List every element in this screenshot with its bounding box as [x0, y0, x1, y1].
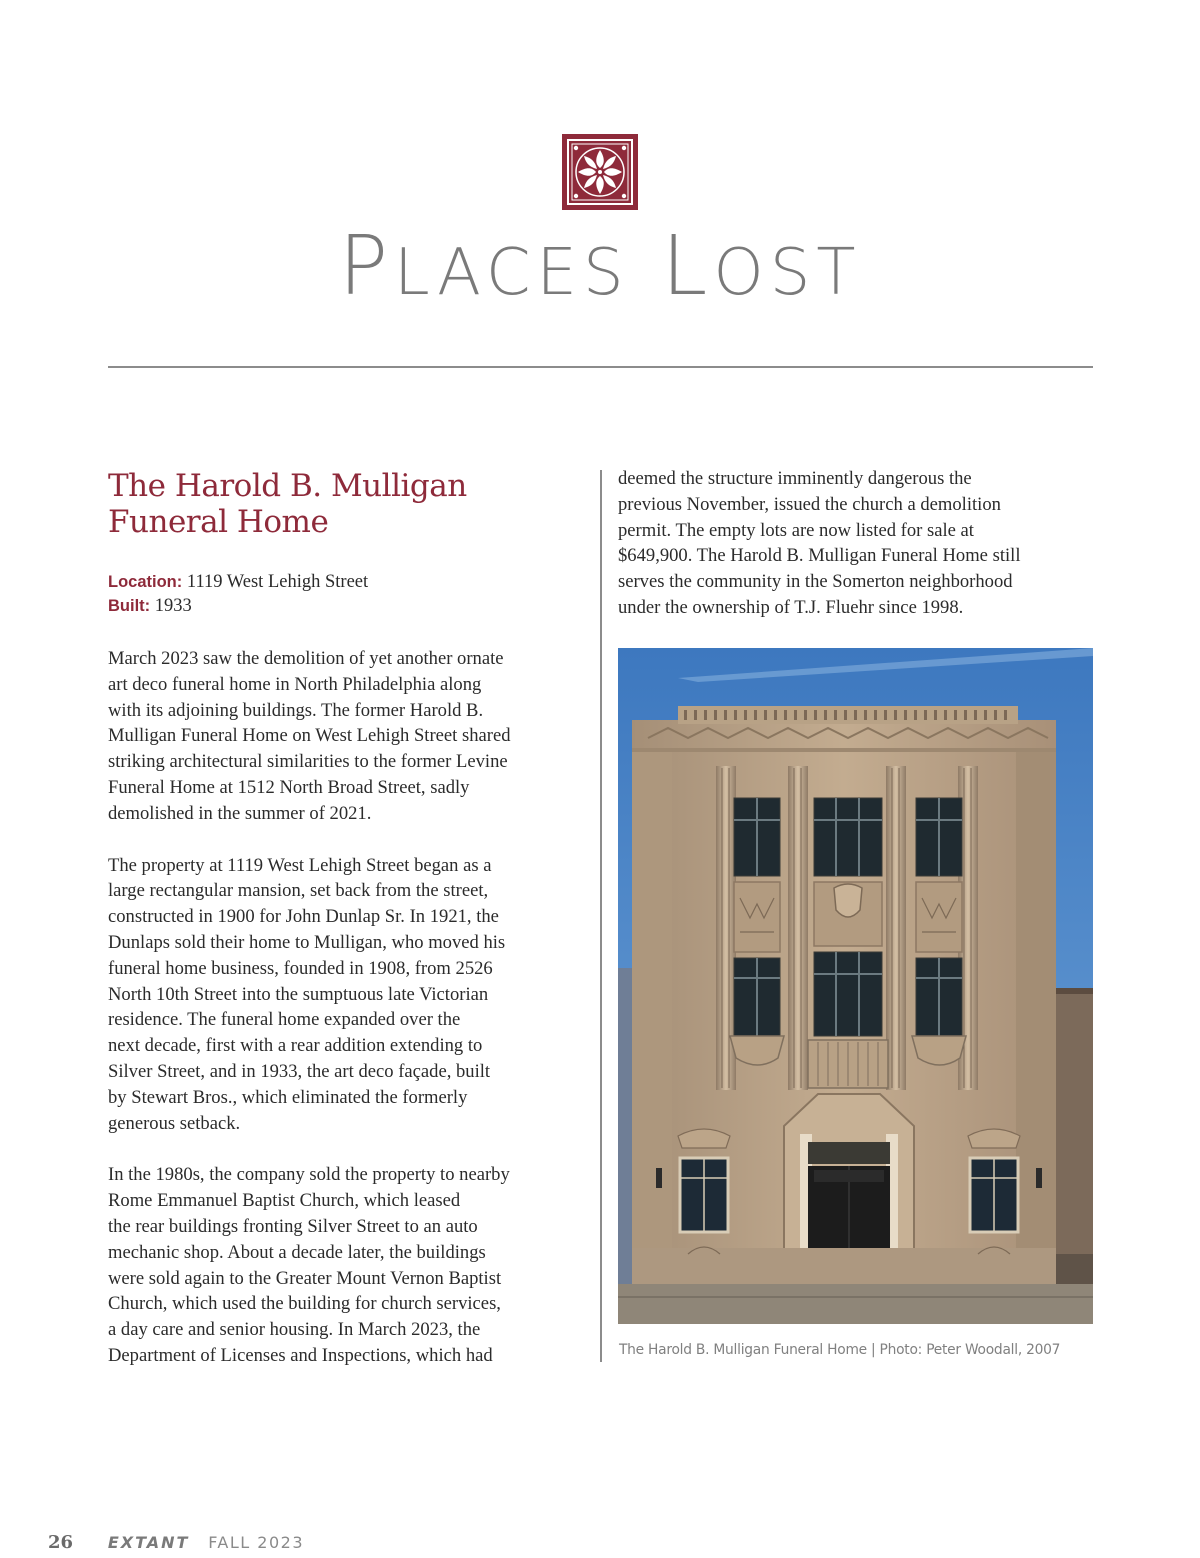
built-value: 1933 [154, 596, 192, 616]
page-footer [48, 1532, 304, 1554]
right-column [618, 466, 1098, 621]
title-initial-1: P [338, 219, 395, 314]
issue-label: FALL 2023 [208, 1533, 304, 1552]
left-column [108, 468, 588, 1395]
title-rest-2: OST [713, 236, 862, 310]
photo-caption: The Harold B. Mulligan Funeral Home | Photo: Peter Woodall, 2007 [619, 1342, 1061, 1358]
built-label: Built: [108, 597, 151, 615]
body-paragraph: In the 1980s, the company sold the property to nearby Rome Emmanuel Baptist Church, which leased the rear buildings fronting Silver Street to an auto mechanic shop. About a decade later, the buildings were sold again to the Greater Mount Vernon Baptist Church, which used the building for church services, a day care and senior housing. In March 2023, the Department of Licenses and Inspections, which had [108, 1164, 510, 1366]
building-photo [618, 648, 1093, 1324]
body-paragraph: The property at 1119 West Lehigh Street began as a large rectangular mansion, set back from the street, constructed in 1900 for John Dunlap Sr. In 1921, the Dunlaps sold their home to Mulligan, who moved his funeral home business, founded in 1908, from 2526 North 10th Street into the sumptuous late Victorian residence. The funeral home expanded over the next decade, first with a rear addition extending to Silver Street, and in 1933, the art deco façade, built by Stewart Bros., which eliminated the formerly generous setback. [108, 854, 506, 1134]
column-divider [600, 470, 602, 1362]
page-title [0, 212, 1200, 328]
title-initial-2: L [661, 219, 714, 314]
location-value: 1119 West Lehigh Street [186, 572, 369, 592]
article-meta [108, 570, 588, 618]
ornamental-tile-icon [562, 134, 638, 210]
title-rest-1: LACES [394, 236, 630, 310]
body-paragraph: March 2023 saw the demolition of yet another ornate art deco funeral home in North Philadelphia along with its adjoining buildings. The former Harold B. Mulligan Funeral Home on West Lehigh Street shared striking architectural similarities to the former Levine Funeral Home at 1512 North Broad Street, sadly demolished in the summer of 2021. [108, 648, 511, 824]
article-title: The Harold B. Mulligan Funeral Home [108, 468, 467, 540]
location-label: Location: [108, 573, 183, 591]
header-rule [108, 366, 1093, 368]
body-paragraph: deemed the structure imminently dangerous the previous November, issued the church a demolition permit. The empty lots are now listed for sale at $649,900. The Harold B. Mulligan Funeral Home still serves the community in the Somerton neighborhood under the ownership of T.J. Fluehr since 1998. [618, 468, 1021, 618]
page-number: 26 [48, 1532, 74, 1553]
magazine-name: EXTANT [107, 1533, 190, 1552]
